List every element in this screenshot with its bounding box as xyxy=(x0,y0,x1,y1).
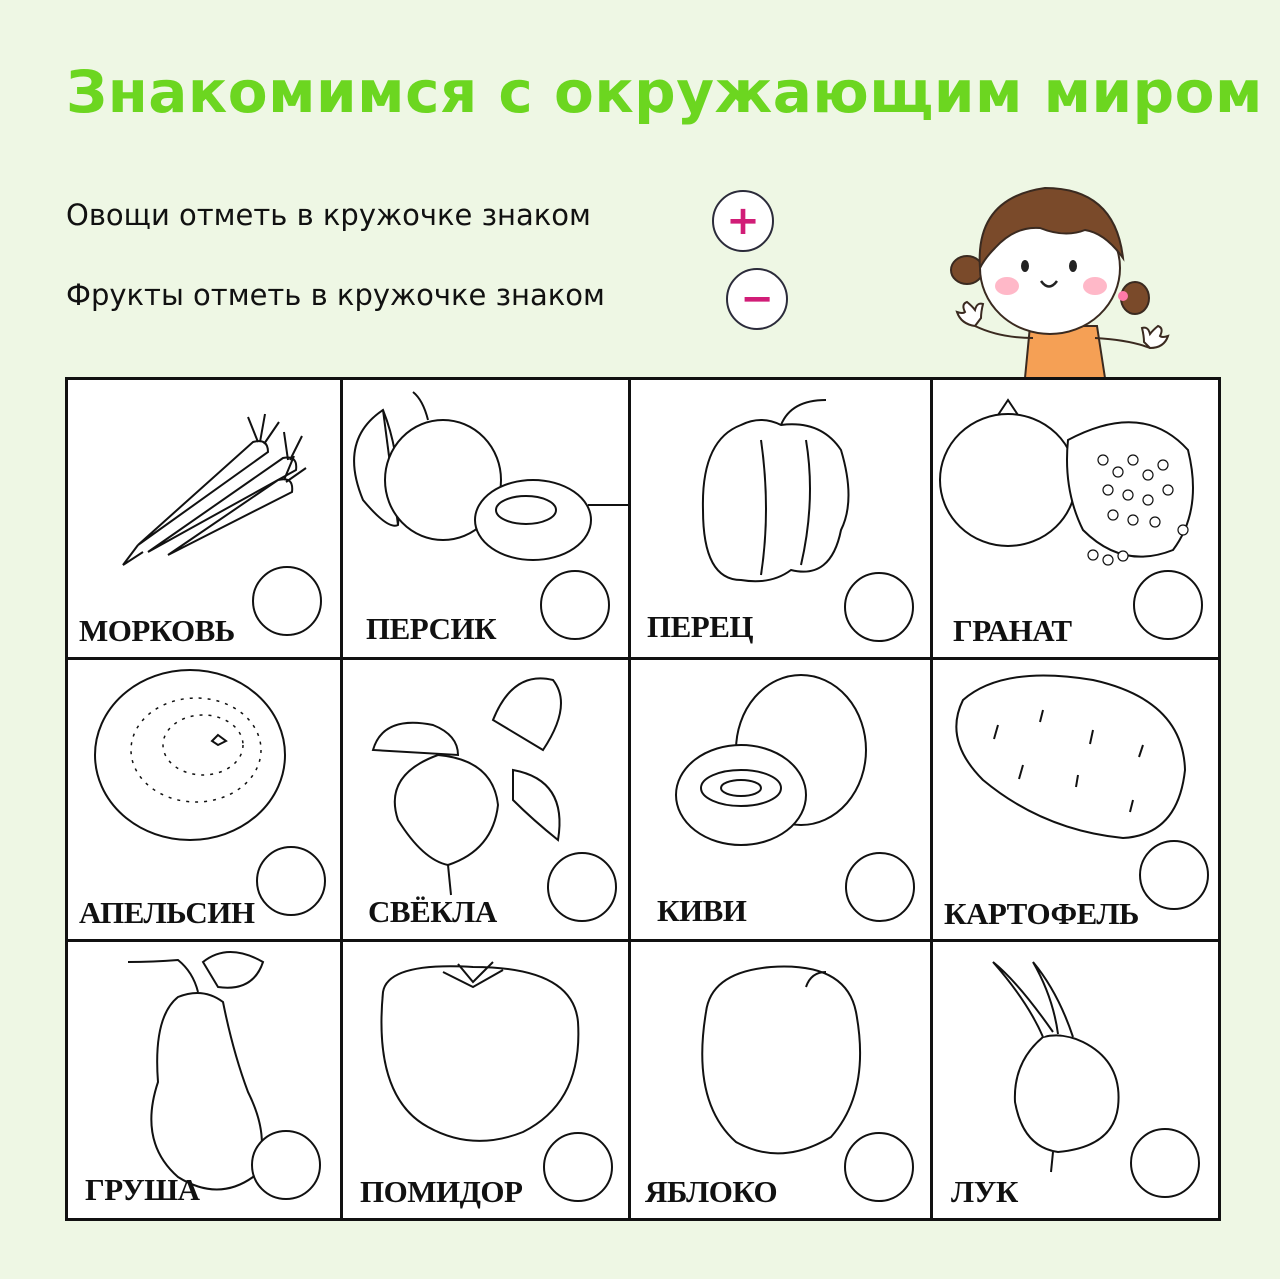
answer-circle[interactable] xyxy=(540,570,610,640)
card-label: МОРКОВЬ xyxy=(79,613,235,648)
answer-circle[interactable] xyxy=(251,1130,321,1200)
answer-circle[interactable] xyxy=(252,566,322,636)
card-orange xyxy=(68,660,340,939)
card-tomato xyxy=(343,942,628,1221)
plus-sign-icon: + xyxy=(712,190,774,252)
card-label: КАРТОФЕЛЬ xyxy=(944,896,1139,931)
card-peach xyxy=(343,380,628,657)
vegetables-instruction: Овощи отметь в кружочке знаком xyxy=(66,198,591,232)
page-title: Знакомимся с окружающим миром xyxy=(66,58,1263,126)
card-label: АПЕЛЬСИН xyxy=(79,895,255,930)
card-label: СВЁКЛА xyxy=(368,894,497,929)
card-potato xyxy=(933,660,1218,939)
produce-worksheet-grid xyxy=(65,377,1221,1221)
card-pomegranate xyxy=(933,380,1218,657)
answer-circle[interactable] xyxy=(845,852,915,922)
girl-mascot-icon xyxy=(945,178,1175,378)
fruits-instruction: Фрукты отметь в кружочке знаком xyxy=(66,278,605,312)
answer-circle[interactable] xyxy=(1130,1128,1200,1198)
card-pear xyxy=(68,942,340,1221)
answer-circle[interactable] xyxy=(844,572,914,642)
answer-circle[interactable] xyxy=(547,852,617,922)
card-label: КИВИ xyxy=(657,893,747,928)
card-kiwi xyxy=(631,660,930,939)
card-label: ПОМИДОР xyxy=(360,1174,523,1209)
answer-circle[interactable] xyxy=(1139,840,1209,910)
card-pepper xyxy=(631,380,930,657)
answer-circle[interactable] xyxy=(1133,570,1203,640)
card-label: ГРУША xyxy=(85,1172,200,1207)
card-label: ПЕРЕЦ xyxy=(647,609,754,644)
card-carrot xyxy=(68,380,340,657)
card-label: ЛУК xyxy=(951,1174,1018,1209)
card-label: ЯБЛОКО xyxy=(645,1174,778,1209)
card-label: ГРАНАТ xyxy=(953,613,1072,648)
answer-circle[interactable] xyxy=(256,846,326,916)
answer-circle[interactable] xyxy=(543,1132,613,1202)
card-beet xyxy=(343,660,628,939)
card-onion xyxy=(933,942,1218,1221)
answer-circle[interactable] xyxy=(844,1132,914,1202)
card-apple xyxy=(631,942,930,1221)
minus-sign-icon: − xyxy=(726,268,788,330)
card-label: ПЕРСИК xyxy=(366,611,497,646)
